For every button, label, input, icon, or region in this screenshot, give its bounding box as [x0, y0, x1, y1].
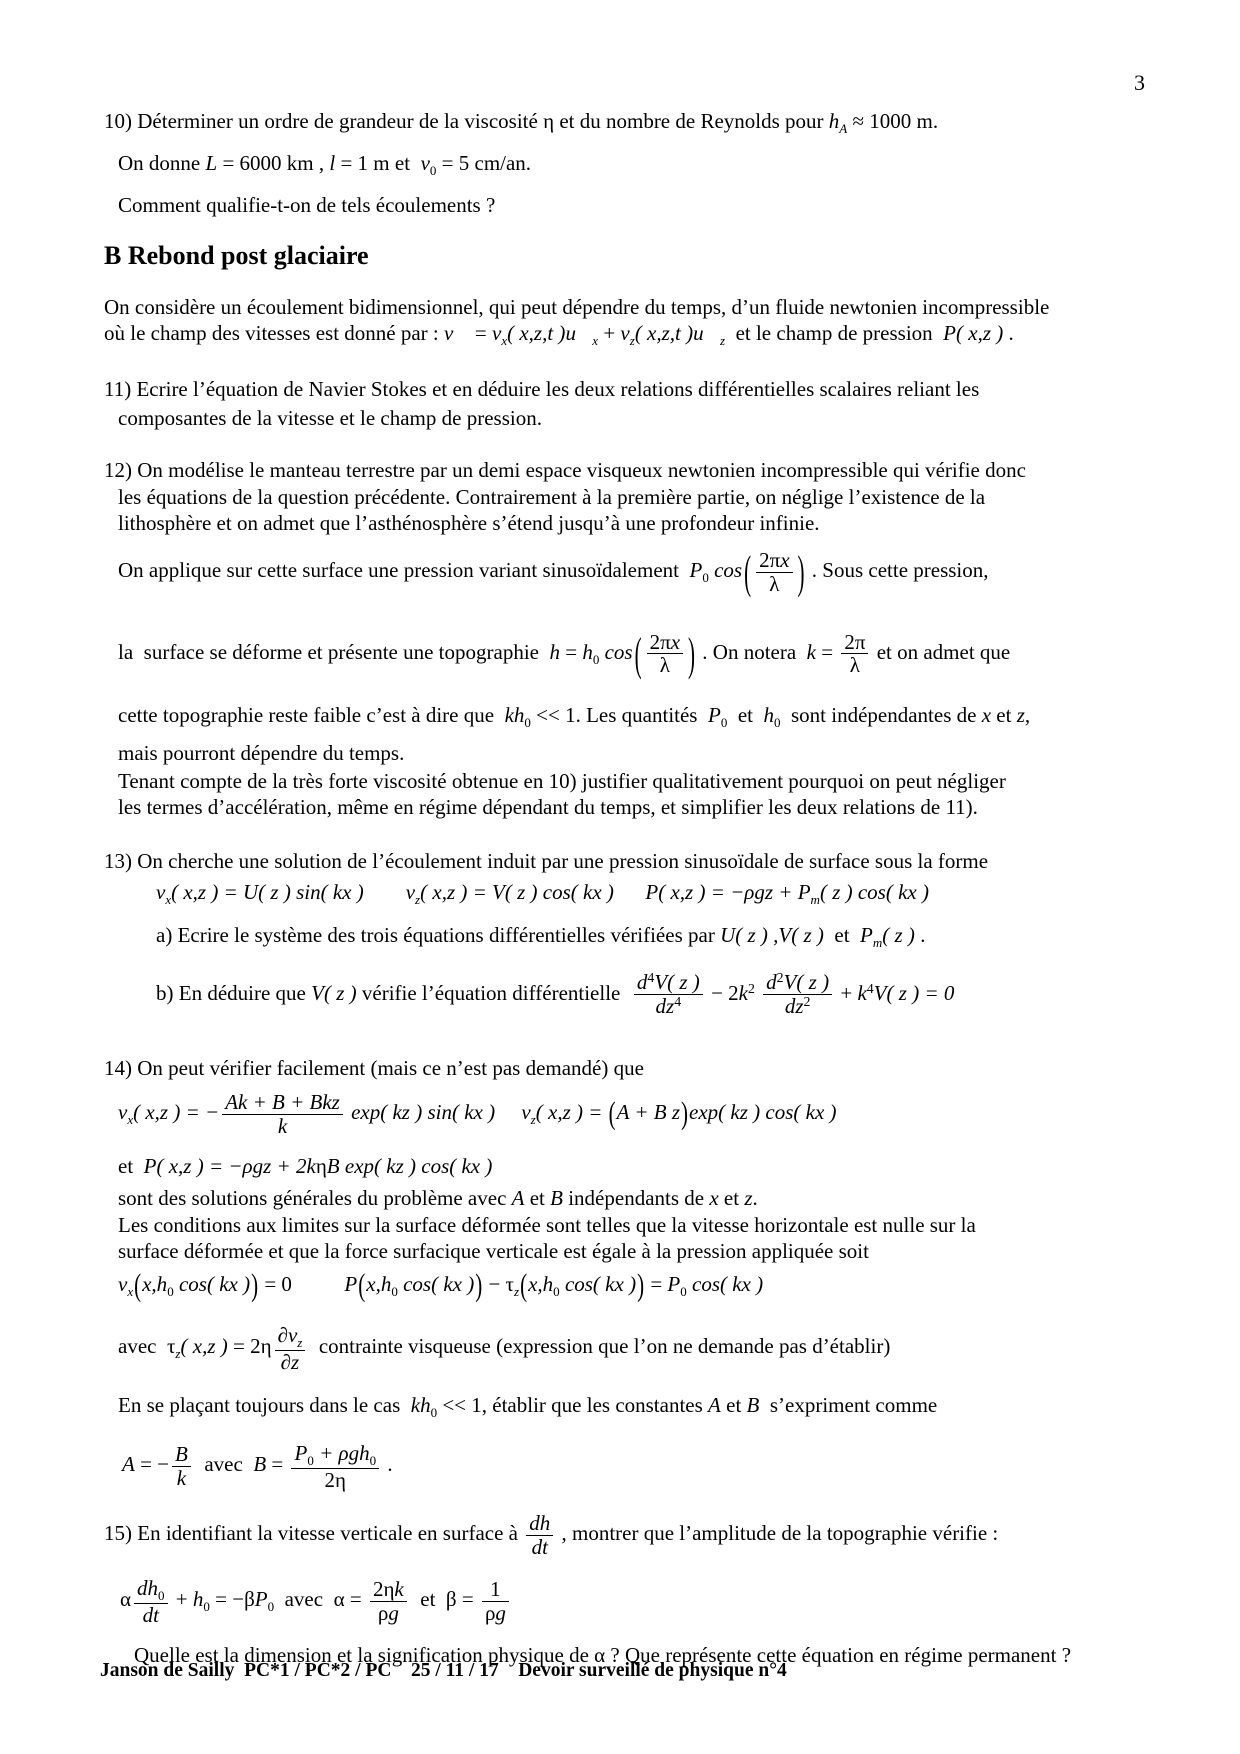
- q11-line1: 11) Ecrire l’équation de Navier Stokes et en déduire les deux relations différentielles scalaires reliant les: [104, 376, 980, 401]
- page-number: 3: [1134, 70, 1145, 95]
- fraction: $\frac{B}{k}$: [172, 1443, 191, 1489]
- q14-boundary-text1: Les conditions aux limites sur la surface déformée sont telles que la vitesse horizontale est nulle sur la: [118, 1213, 976, 1238]
- q12-topo-line3: Tenant compte de la très forte viscosité obtenue en 10) justifier qualitativement pourquoi on peut négliger: [118, 768, 1006, 793]
- fraction: $\frac{\partial v_z}{\partial z}$: [275, 1324, 306, 1374]
- q10-line1: 10) Déterminer un ordre de grandeur de la viscosité η et du nombre de Reynolds pour $h_A \approx 1000$ m.: [104, 109, 939, 136]
- fraction: $\frac{2\pi}{\lambda}$: [841, 631, 868, 677]
- fraction: $\frac{dh}{dt}$: [526, 1512, 553, 1558]
- q11-line2: composantes de la vitesse et le champ de pression.: [118, 405, 542, 430]
- fraction: $\frac{dh_0}{dt}$: [134, 1577, 168, 1627]
- q10-given-values: On donne L = 6000 km , l = 1 m et $v_0 = 5$ cm/an.: [118, 150, 532, 178]
- q12-topo-line4: les termes d’accélération, même en régime dépendant du temps, et simplifier les deux relations de 11).: [118, 794, 978, 819]
- q12-line3: lithosphère et on admet que l’asthénosphère s’étend jusqu’à une profondeur infinie.: [118, 510, 820, 535]
- q14-general-solutions: sont des solutions générales du problème avec A et B indépendants de x et z.: [118, 1186, 758, 1211]
- q13-solution-forms: $v_x$( x,z ) = U( z ) sin( kx ) $v_z$( x,z ) = V( z ) cos( kx ) P( x,z ) = $-\rho gz + P_m$( z ) cos( kx ): [156, 879, 929, 907]
- q13-part-b: b) En déduire que V( z ) vérifie l’équation différentielle $\frac{d^4V( z )}{dz^4}$ − $2k^2$ $\frac{d^2V( z )}{dz^2}$ + $k^4V$( z ) = 0: [156, 970, 955, 1019]
- q12-line1: 12) On modélise le manteau terrestre par un demi espace visqueux newtonien incompressible qui vérifie donc: [104, 457, 1026, 482]
- q13-line1: 13) On cherche une solution de l’écoulement induit par une pression sinusoïdale de surface sous la forme: [104, 848, 989, 873]
- q14-constants-text: En se plaçant toujours dans le cas $kh_0 << 1$, établir que les constantes A et B s’expriment comme: [118, 1393, 938, 1421]
- q12-surface-formula: la surface se déforme et présente une topographie $h = h_0$ cos( $\frac{2\pi x}{\lambda}$ ) . On notera k = $\frac{2\pi}{\lambda}$ et on admet que: [118, 627, 1011, 681]
- fraction: $\frac{d^2V( z )}{dz^2}$: [763, 971, 832, 1017]
- fraction: $\frac{2\eta k}{\rho g}$: [370, 1578, 407, 1624]
- fraction: $\frac{P_0 + \rho gh_0}{2\eta}$: [291, 1442, 379, 1492]
- q12-topo-line2: mais pourront dépendre du temps.: [118, 740, 405, 765]
- fraction: $\frac{2\pi x}{\lambda}$: [756, 549, 792, 595]
- page-content: [104, 108, 1144, 1668]
- q15-question: Quelle est la dimension et la signification physique de α ? Que représente cette équation en régime permanent ?: [134, 1643, 1072, 1668]
- q14-velocity-solutions: $v_x$( x,z ) = − $\frac{\text{Ak + B + Bkz}}{k}$ exp( kz ) sin( kx ) $v_z$( x,z ) = (A + B z)exp( kz ) cos( kx ): [118, 1090, 837, 1139]
- q15-line1: 15) En identifiant la vitesse verticale en surface à $\frac{dh}{dt}$ , montrer que l’amplitude de la topographie vérifie :: [104, 1511, 999, 1559]
- q14-ab-constants: A = − $\frac{B}{k}$ avec B = $\frac{P_0 + \rho gh_0}{2\eta}$ .: [122, 1440, 393, 1492]
- fraction: $\frac{2\pi x}{\lambda}$: [647, 631, 683, 677]
- q12-pressure-formula: On applique sur cette surface une pression variant sinusoïdalement $P_0$ cos( $\frac{2\pi x}{\lambda}$ ) . Sous cette pression,: [118, 545, 989, 599]
- q15-ode: α $\frac{dh_0}{dt}$ + $h_0 = -\beta P_0$ avec α = $\frac{2\eta k}{\rho g}$ et β = $\frac{1}{\rho g}$: [120, 1568, 1144, 1638]
- q12-topo-line1: cette topographie reste faible c’est à dire que $kh_0 << 1$. Les quantités $P_0$ et $h_0$ sont indépendantes de x et z,: [118, 702, 1031, 730]
- q10-question: Comment qualifie-t-on de tels écoulements ?: [118, 192, 496, 217]
- q14-boundary-equations: $v_x(x,h_0$ cos( kx )) = 0 $P(x,h_0$ cos( kx )) − $\tau_z(x,h_0$ cos( kx )) = $P_0$ cos( kx ): [118, 1267, 764, 1304]
- q14-line1: 14) On peut vérifier facilement (mais ce n’est pas demandé) que: [104, 1056, 644, 1081]
- q14-tau-definition: avec $\tau_z$( x,z ) = 2η $\frac{\partial v_z}{\partial z}$ contrainte visqueuse (expression que l’on ne demande pas d’établir): [118, 1322, 891, 1374]
- intro-line1: On considère un écoulement bidimensionnel, qui peut dépendre du temps, d’un fluide newtonien incompressible: [104, 294, 1050, 319]
- fraction: $\frac{1}{\rho g}$: [482, 1578, 509, 1624]
- q12-line2: les équations de la question précédente. Contrairement à la première partie, on néglige l’existence de la: [118, 484, 986, 509]
- intro-line2: où le champ des vitesses est donné par : v⃗ = $v_x$( x,z,t )$u⃗_x + v_z$( x,z,t )$u⃗_z$ et le champ de pression P( x,z ) .: [104, 320, 1014, 348]
- section-b-heading: B Rebond post glaciaire: [104, 240, 369, 270]
- q14-pressure-solution: et P( x,z ) = −ρgz + 2kηB exp( kz ) cos( kx ): [118, 1154, 493, 1179]
- fraction: $\frac{\text{Ak + B + Bkz}}{k}$: [222, 1091, 343, 1137]
- footer: Janson de Sailly PC*1 / PC*2 / PC 25 / 11 / 17 Devoir surveillé de physique n°4: [100, 1660, 787, 1681]
- q14-boundary-text2: surface déformée et que la force surfacique verticale est égale à la pression appliquée soit: [118, 1239, 869, 1264]
- fraction: $\frac{d^4V( z )}{dz^4}$: [634, 971, 703, 1017]
- q13-part-a: a) Ecrire le système des trois équations différentielles vérifiées par U( z ) ,V( z ) et $P_m$( z ) .: [156, 922, 926, 950]
